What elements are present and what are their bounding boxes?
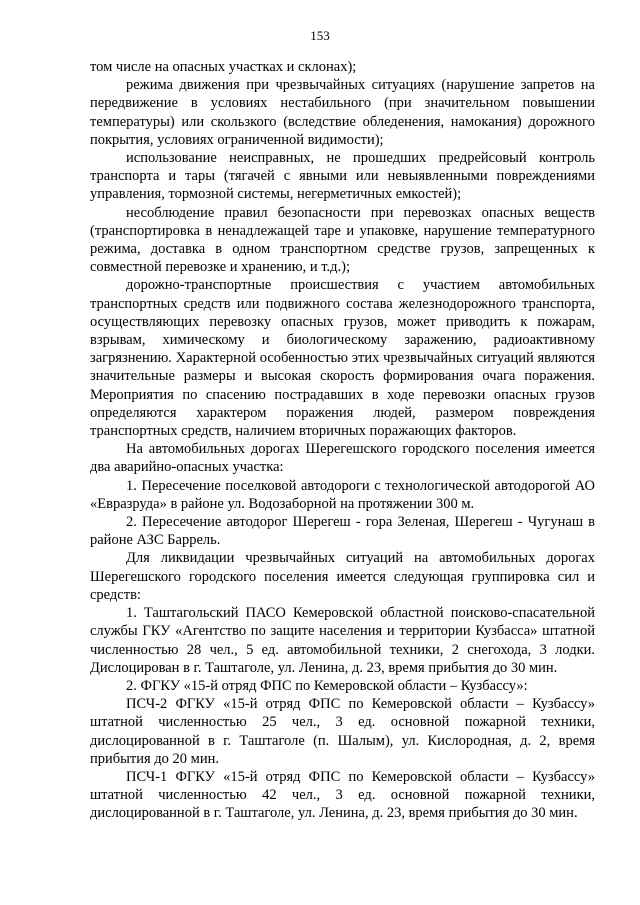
paragraph-force-fgku: 2. ФГКУ «15-й отряд ФПС по Кемеровской области – Кузбассу»: xyxy=(126,677,528,694)
paragraph-force-psch-1: ПСЧ-1 ФГКУ «15-й отряд ФПС по Кемеровской области – Кузбассу» штатной численностью 42 чел., 3 ед. основной пожарной техники, дислоцированной в г. Таштаголе, ул. Ленина, д. 23, время прибытия до 30 мин. xyxy=(90,768,595,822)
paragraph-forces-intro: Для ликвидации чрезвычайных ситуаций на автомобильных дорогах Шерегешского городского поселения имеется следующая группировка сил и средств: xyxy=(90,550,595,603)
paragraph-road-accidents: дорожно-транспортные происшествия с участием автомобильных транспортных средств или подвижного состава железнодорожного транспорта, осуществляющих перевозку опасных грузов, может приводить к пожарам, взрывам, химическому и биологическому заражению, радиоактивному загрязнению. Характерной особенностью этих чрезвычайных ситуаций являются значительные размеры и высокая скорость формирования очага поражения. Мероприятия по спасению пострадавших в ходе перевозки опасных грузов определяются характером поражения людей, размером повреждения транспортных средств, наличием вторичных поражающих факторов. xyxy=(90,277,595,440)
paragraph-hazard-sections-intro: На автомобильных дорогах Шерегешского городского поселения имеется два аварийно-опасных участка: xyxy=(90,441,595,476)
paragraph-faulty-transport: использование неисправных, не прошедших предрейсовый контроль транспорта и тары (тягачей с явными или невыявленными повреждениями управления, тормозной системы, негерметичных емкостей); xyxy=(90,150,595,203)
paragraph-safety-violations: несоблюдение правил безопасности при перевозках опасных веществ (транспортировка в ненадлежащей таре и упаковке, нарушение температурного режима, доставка в одном транспортном средстве грузов, запрещенных к совместной перевозке и хранению, и т.д.); xyxy=(90,204,595,276)
paragraph-hazard-section-1: 1. Пересечение поселковой автодороги с технологической автодорогой АО «Евразруда» в районе ул. Водозаборной на протяжении 300 м. xyxy=(90,477,595,512)
paragraph-force-paso: 1. Таштагольский ПАСО Кемеровской областной поисково-спасательной службы ГКУ «Агентство по защите населения и территории Кузбасса» штатной численностью 28 чел., 5 ед. автомобильной техники, 2 снегохода, 3 лодки. Дислоцирован в г. Таштаголе, ул. Ленина, д. 23, время прибытия до 30 мин. xyxy=(90,605,595,676)
page-number: 153 xyxy=(310,28,330,43)
paragraph-force-psch-2: ПСЧ-2 ФГКУ «15-й отряд ФПС по Кемеровской области – Кузбассу» штатной численностью 25 чел., 3 ед. основной пожарной техники, дислоцированной в г. Таштаголе (п. Шалым), ул. Кислородная, д. 2, время прибытия до 20 мин. xyxy=(90,696,595,767)
paragraph-traffic-regime: режима движения при чрезвычайных ситуациях (нарушение запретов на передвижение в условиях нестабильного (при значительном повышении температуры) или скользкого (вследствие обледенения, намокания) дорожного покрытия, условиях ограниченной видимости); xyxy=(90,77,595,148)
paragraph-continuation: том числе на опасных участках и склонах); xyxy=(90,59,357,75)
paragraph-hazard-section-2: 2. Пересечение автодорог Шерегеш - гора Зеленая, Шерегеш - Чугунаш в районе АЗС Баррель. xyxy=(90,514,595,549)
document-body xyxy=(90,58,595,823)
